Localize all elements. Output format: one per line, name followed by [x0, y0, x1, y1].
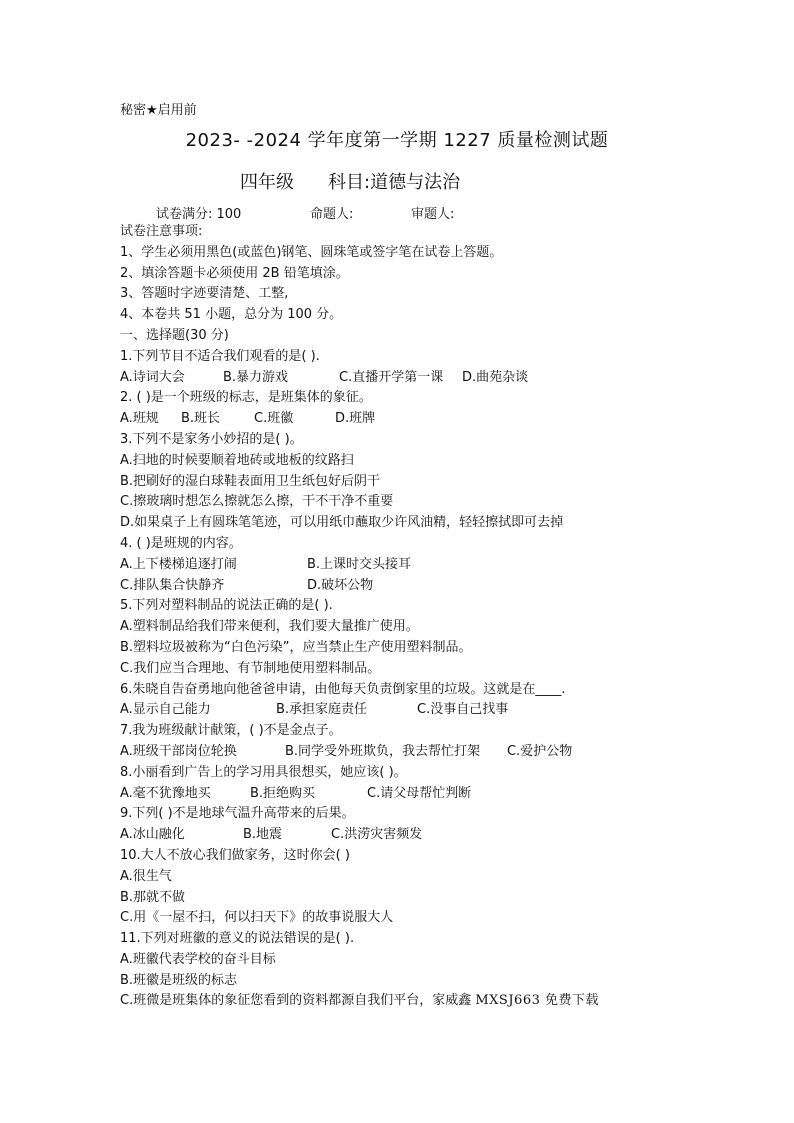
- option-a: A.班级干部岗位轮换: [120, 743, 237, 759]
- question-options: [120, 825, 700, 846]
- note-item: 2、填涂答题卡必须使用 2B 铅笔填涂。: [120, 265, 349, 281]
- question-stem: 9.下列( )不是地球气温升高带来的后果。: [120, 806, 355, 822]
- option-b: B.班徽是班级的标志: [120, 972, 238, 988]
- option-a: A.班规: [120, 411, 159, 427]
- score-label: 试卷满分: 100: [156, 207, 242, 222]
- question-options: [120, 368, 700, 389]
- option-c: C.爱护公物: [507, 743, 573, 759]
- question-stem: 7.我为班级献计献策，( )不是金点子。: [120, 723, 342, 739]
- grade-label: 四年级: [240, 172, 294, 193]
- notes-heading: 试卷注意事项:: [120, 224, 203, 239]
- question-stem: 11.下列对班徽的意义的说法错误的是( ).: [120, 931, 355, 947]
- question-stem: 1.下列节目不适合我们观看的是( ).: [120, 348, 320, 364]
- option-b: B.那就不做: [120, 889, 186, 905]
- question-stem: 6.朱晓自告奋勇地向他爸爸申请，由他每天负责倒家里的垃圾。这就是在____.: [120, 681, 566, 697]
- question-options: [120, 576, 700, 597]
- option-b: B.暴力游戏: [223, 369, 289, 385]
- option-d: D.曲苑杂谈: [462, 369, 529, 385]
- question-stem: 2. ( )是一个班级的标志，是班集体的象征。: [120, 390, 372, 406]
- option-c: C.直播开学第一课: [339, 369, 444, 385]
- option-c: C.请父母帮忙判断: [367, 785, 472, 801]
- option-b: B.上课时交头接耳: [307, 556, 412, 572]
- section-heading: 一、选择题(30 分): [120, 327, 229, 343]
- option-b: B.把刷好的湿白球鞋表面用卫生纸包好后阴干: [120, 473, 381, 489]
- option-d: D.如果桌子上有圆珠笔笔迹，可以用纸巾蘸取少许风油精，轻轻擦拭即可去掉: [120, 515, 564, 531]
- question-stem: 3.下列不是家务小妙招的是( )。: [120, 431, 303, 447]
- option-c: C.擦玻璃时想怎么擦就怎么擦，干不干净不重要: [120, 494, 394, 510]
- option-c: C.没事自己找事: [417, 702, 509, 718]
- option-c: [120, 991, 700, 1012]
- option-a: A.诗词大会: [120, 369, 185, 385]
- option-c-text: C.班微是班集体的象征您看到的资料都源自我们平台，家威鑫: [120, 993, 472, 1009]
- option-a: A.毫不犹豫地买: [120, 785, 211, 801]
- watermark-text: MXSJ663 免费下载: [475, 993, 599, 1009]
- option-b: B.承担家庭责任: [276, 702, 368, 718]
- question-stem: 4. ( )是班规的内容。: [120, 535, 242, 551]
- option-a: A.塑料制品给我们带来便利，我们要大量推广使用。: [120, 619, 419, 635]
- note-item: 4、本卷共 51 小题，总分为 100 分。: [120, 307, 343, 323]
- author-label: 命题人:: [310, 207, 354, 222]
- question-options: [120, 409, 700, 430]
- option-c: C.班徽: [254, 411, 294, 427]
- question-stem: 5.下列对塑料制品的说法正确的是( ).: [120, 598, 333, 614]
- note-item: 3、答题时字迹要清楚、工整,: [120, 286, 289, 302]
- page-title: 2023- -2024 学年度第一学期 1227 质量检测试题: [185, 130, 609, 151]
- option-a: A.很生气: [120, 868, 172, 884]
- option-b: B.拒绝购买: [250, 785, 316, 801]
- question-stem: 10.大人不放心我们做家务，这时你会( ): [120, 847, 350, 863]
- option-a: A.冰山融化: [120, 827, 185, 843]
- question-stem: 8.小丽看到广告上的学习用具很想买，她应该( )。: [120, 764, 407, 780]
- option-a: A.班徽代表学校的奋斗目标: [120, 951, 276, 967]
- option-a: A.上下楼梯追逐打闹: [120, 556, 237, 572]
- question-options: [120, 555, 700, 576]
- option-c: C.排队集合快静齐: [120, 577, 225, 593]
- grade-subject-line: [240, 168, 460, 194]
- question-options: [120, 784, 700, 805]
- option-a: A.显示自己能力: [120, 702, 211, 718]
- option-b: B.塑料垃圾被称为“白色污染”，应当禁止生产使用塑料制品。: [120, 639, 472, 655]
- option-c: C.用《一屋不扫，何以扫天下》的故事说服大人: [120, 910, 394, 926]
- subject-label: 科目:道德与法治: [328, 172, 461, 193]
- reviewer-label: 审题人:: [411, 207, 455, 222]
- exam-body: [120, 222, 700, 1012]
- option-b: B.同学受外班欺负，我去帮忙打架: [285, 743, 481, 759]
- option-c: C.洪涝灾害频发: [331, 827, 423, 843]
- confidential-label: 秘密★启用前: [120, 103, 197, 118]
- question-options: [120, 742, 700, 763]
- option-a: A.扫地的时候要顺着地砖或地板的纹路扫: [120, 452, 354, 468]
- option-d: D.班牌: [335, 411, 376, 427]
- option-b: B.班长: [181, 411, 221, 427]
- option-b: B.地震: [243, 827, 283, 843]
- note-item: 1、学生必须用黑色(或蓝色)钢笔、圆珠笔或签字笔在试卷上答题。: [120, 244, 503, 260]
- option-d: D.破坏公物: [307, 577, 374, 593]
- option-c: C.我们应当合理地、有节制地使用塑料制品。: [120, 660, 381, 676]
- question-options: [120, 700, 700, 721]
